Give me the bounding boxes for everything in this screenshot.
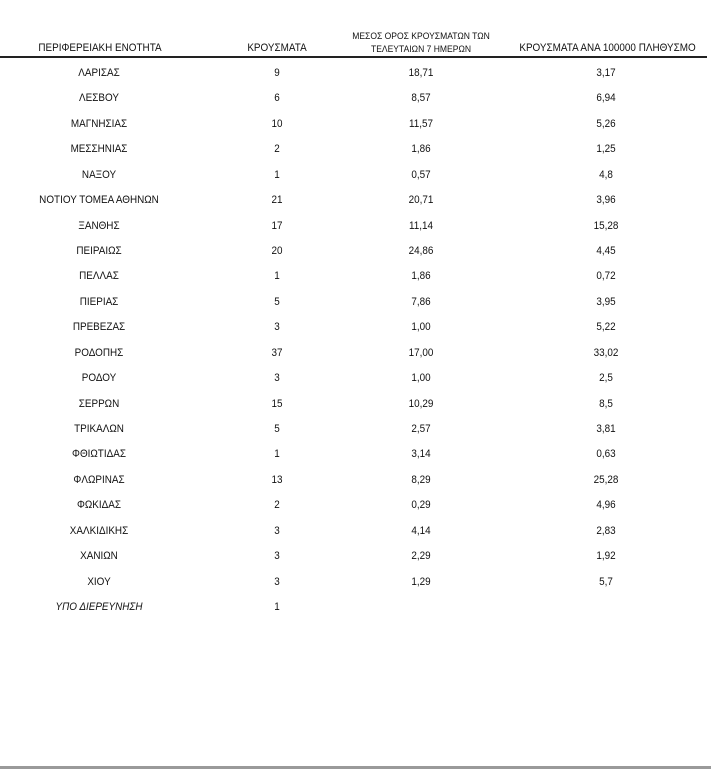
table-row: [0, 576, 711, 592]
table-row: [0, 92, 711, 108]
cell-per100k: 4,45: [596, 245, 616, 257]
cell-per100k: 33,02: [593, 346, 619, 359]
cell-region: ΠΕΙΡΑΙΩΣ: [76, 245, 122, 257]
table-row: [0, 550, 711, 566]
table-row: [0, 448, 711, 464]
cell-region: ΞΑΝΘΗΣ: [78, 219, 120, 232]
cell-region: ΥΠΟ ΔΙΕΡΕΥΝΗΣΗ: [55, 601, 143, 614]
cell-cases: 1: [274, 270, 280, 283]
cell-avg7: 2,57: [411, 423, 431, 436]
cell-per100k: 5,7: [599, 575, 613, 588]
cell-avg7: 11,57: [408, 117, 434, 130]
cell-region: ΦΛΩΡΙΝΑΣ: [73, 473, 125, 486]
cell-per100k: 25,28: [593, 473, 619, 486]
header-divider: [0, 56, 707, 58]
cell-avg7: 8,57: [411, 92, 431, 105]
cell-region: ΤΡΙΚΑΛΩΝ: [74, 423, 124, 436]
cell-avg7: 24,86: [408, 245, 434, 257]
cell-cases: 3: [274, 524, 280, 537]
cell-avg7: 7,86: [411, 295, 431, 308]
cell-avg7: 8,29: [411, 473, 431, 486]
cell-avg7: 3,14: [411, 448, 431, 461]
cell-per100k: 3,81: [596, 423, 616, 436]
page-bottom-divider: [0, 766, 711, 769]
cell-region: ΠΡΕΒΕΖΑΣ: [72, 321, 126, 334]
cell-per100k: 0,63: [596, 448, 616, 461]
cell-cases: 1: [274, 168, 280, 181]
cell-region: ΠΕΛΛΑΣ: [79, 270, 119, 283]
cell-region: ΧΑΝΙΩΝ: [80, 550, 118, 563]
table-row: [0, 525, 711, 541]
cell-avg7: 18,71: [408, 67, 434, 79]
cell-per100k: 5,26: [596, 117, 616, 130]
cell-region: ΛΕΣΒΟΥ: [79, 92, 119, 105]
cell-cases: 3: [274, 372, 280, 385]
table-row: [0, 398, 711, 414]
cell-cases: 3: [274, 321, 280, 334]
table-row: [0, 347, 711, 363]
table-row: [0, 296, 711, 312]
cell-region: ΠΙΕΡΙΑΣ: [79, 295, 119, 308]
cell-region: ΧΑΛΚΙΔΙΚΗΣ: [69, 524, 129, 537]
cell-region: ΝΑΞΟΥ: [81, 168, 117, 181]
table-row: [0, 169, 711, 185]
cell-avg7: 17,00: [408, 346, 434, 359]
cell-per100k: 4,96: [596, 499, 616, 512]
table-row: [0, 220, 711, 236]
cell-cases: 20: [271, 245, 283, 257]
cell-avg7: 1,86: [411, 270, 431, 283]
cell-avg7: 20,71: [408, 194, 434, 207]
header-cases: ΚΡΟΥΣΜΑΤΑ: [247, 42, 307, 54]
table-row: [0, 118, 711, 134]
cell-per100k: 3,17: [596, 67, 616, 79]
header-per100k: ΚΡΟΥΣΜΑΤΑ ΑΝΑ 100000 ΠΛΗΘΥΣΜΟ: [519, 42, 696, 54]
cell-region: ΦΩΚΙΔΑΣ: [76, 499, 122, 512]
cell-cases: 3: [274, 575, 280, 588]
cell-region: ΝΟΤΙΟΥ ΤΟΜΕΑ ΑΘΗΝΩΝ: [39, 194, 159, 207]
cell-cases: 15: [271, 397, 283, 410]
cell-cases: 2: [274, 143, 280, 156]
cell-region: ΧΙΟΥ: [87, 575, 111, 588]
cell-cases: 6: [274, 92, 280, 105]
cell-avg7: 1,86: [411, 143, 431, 156]
cell-cases: 9: [274, 67, 280, 79]
cell-avg7: 0,29: [411, 499, 431, 512]
cell-per100k: 1,92: [596, 550, 616, 563]
table-row: [0, 143, 711, 159]
cell-avg7: 10,29: [408, 397, 434, 410]
cell-region: ΜΑΓΝΗΣΙΑΣ: [70, 117, 128, 130]
cell-per100k: 5,22: [596, 321, 616, 334]
table-row: [0, 270, 711, 286]
cell-cases: 5: [274, 295, 280, 308]
cell-per100k: 15,28: [593, 219, 619, 232]
cell-cases: 2: [274, 499, 280, 512]
cell-cases: 10: [271, 117, 283, 130]
cell-cases: 37: [271, 346, 283, 359]
cell-per100k: 6,94: [596, 92, 616, 105]
cell-cases: 21: [271, 194, 283, 207]
table-row: [0, 423, 711, 439]
cell-cases: 3: [274, 550, 280, 563]
cell-cases: 1: [274, 448, 280, 461]
cell-avg7: 2,29: [411, 550, 431, 563]
table-row: [0, 194, 711, 210]
table-row: [0, 474, 711, 490]
cell-per100k: 2,83: [596, 524, 616, 537]
cell-cases: 13: [271, 473, 283, 486]
cell-avg7: 11,14: [408, 219, 434, 232]
header-avg7-line1: ΜΕΣΟΣ ΟΡΟΣ ΚΡΟΥΣΜΑΤΩΝ ΤΩΝ: [352, 31, 490, 42]
cell-avg7: 4,14: [411, 524, 431, 537]
header-avg7: [340, 30, 502, 56]
cell-region: ΦΘΙΩΤΙΔΑΣ: [72, 448, 126, 461]
cell-per100k: 0,72: [596, 270, 616, 283]
cell-region: ΡΟΔΟΥ: [81, 372, 117, 385]
cell-cases: 5: [274, 423, 280, 436]
cell-per100k: 3,95: [596, 295, 616, 308]
header-avg7-line2: ΤΕΛΕΥΤΑΙΩΝ 7 ΗΜΕΡΩΝ: [370, 44, 472, 55]
cell-region: ΣΕΡΡΩΝ: [78, 397, 120, 410]
table-row: [0, 67, 711, 83]
cell-per100k: 8,5: [599, 397, 613, 410]
cell-avg7: 0,57: [411, 168, 431, 181]
cell-per100k: 3,96: [596, 194, 616, 207]
cell-region: ΡΟΔΟΠΗΣ: [74, 346, 124, 359]
table-row: [0, 321, 711, 337]
cell-avg7: 1,29: [411, 575, 431, 588]
header-region: ΠΕΡΙΦΕΡΕΙΑΚΗ ΕΝΟΤΗΤΑ: [38, 42, 162, 54]
table-row: [0, 499, 711, 515]
cell-region: ΜΕΣΣΗΝΙΑΣ: [70, 143, 128, 156]
table-row: [0, 601, 711, 617]
cell-per100k: 4,8: [599, 168, 613, 181]
cell-per100k: 1,25: [596, 143, 616, 156]
cell-region: ΛΑΡΙΣΑΣ: [78, 67, 120, 79]
table-row: [0, 245, 711, 261]
cell-per100k: 2,5: [599, 372, 613, 385]
cell-avg7: 1,00: [411, 321, 431, 334]
cell-cases: 1: [274, 601, 280, 614]
cell-avg7: 1,00: [411, 372, 431, 385]
table-row: [0, 372, 711, 388]
cell-cases: 17: [271, 219, 283, 232]
